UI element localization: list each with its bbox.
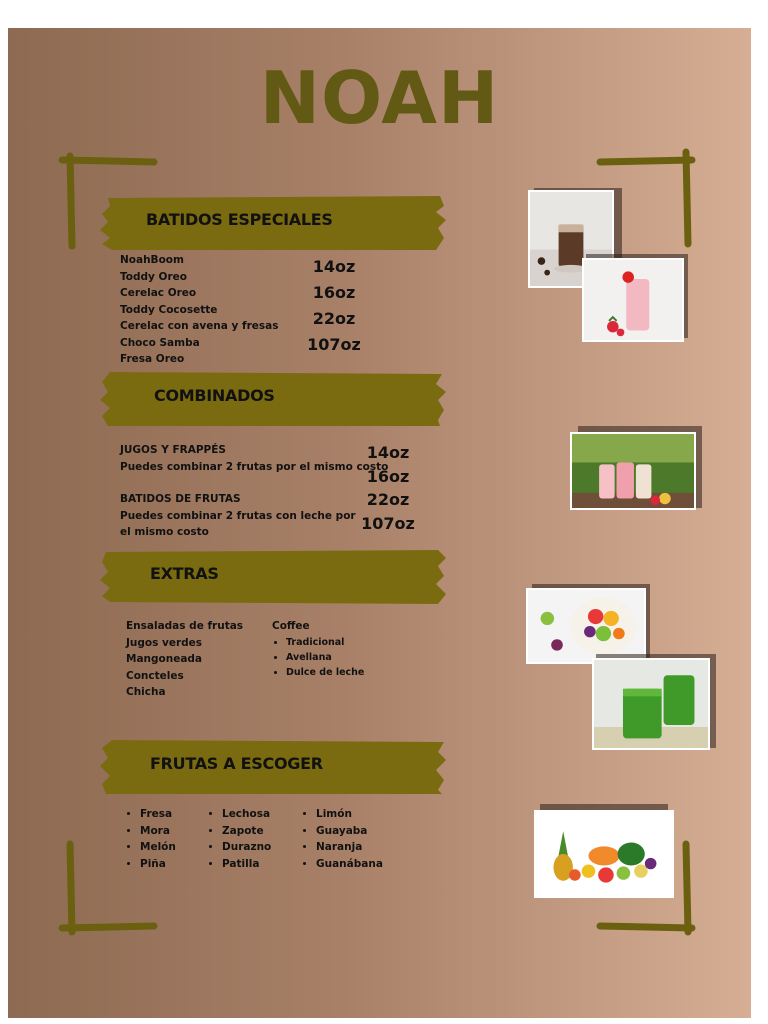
size-label: 107oz <box>361 513 415 533</box>
menu-item: Concteles <box>126 669 184 682</box>
batidos-sizes <box>304 254 364 358</box>
section-title: BATIDOS ESPECIALES <box>146 210 333 229</box>
brand-title: NOAH <box>259 56 500 140</box>
frutas-col-2 <box>208 806 271 872</box>
banner-extras <box>100 548 446 606</box>
size-label: 16oz <box>366 466 410 486</box>
coffee-item: • Dulce de leche <box>286 665 364 680</box>
combinados-text <box>120 442 388 541</box>
section-title: COMBINADOS <box>154 386 275 405</box>
jugos-desc: Puedes combinar 2 frutas por el mismo costo <box>120 460 389 473</box>
fruit-item: • Lechosa <box>222 806 271 823</box>
size-label: 14oz <box>312 257 356 276</box>
menu-item: Chicha <box>126 686 166 698</box>
frutas-col-1 <box>126 806 176 872</box>
menu-item: Ensaladas de frutas <box>126 620 244 632</box>
menu-item: Jugos verdes <box>126 636 203 649</box>
photo-smoothies <box>570 426 702 512</box>
photo-fruits <box>534 804 668 900</box>
size-label: 14oz <box>366 443 410 462</box>
fruit-item: • Piña <box>140 856 176 873</box>
photo-strawberry-shake <box>582 254 688 342</box>
fruit-item: • Guanábana <box>316 856 383 873</box>
coffee-heading: Coffee <box>272 620 310 632</box>
coffee-item: • Tradicional <box>286 635 364 650</box>
frutas-col-3 <box>302 806 383 872</box>
banner-combinados <box>100 370 446 428</box>
size-label: 22oz <box>366 490 410 509</box>
coffee-block <box>272 618 364 680</box>
menu-item: Toddy Cocosette <box>120 303 218 316</box>
section-title: EXTRAS <box>150 564 219 583</box>
photo-green-juice <box>592 654 716 752</box>
menu-item: Choco Samba <box>120 336 200 349</box>
menu-item: Cerelac con avena y fresas <box>120 320 279 332</box>
fruit-item: • Zapote <box>222 823 271 840</box>
fruit-item: • Mora <box>140 823 176 840</box>
fruit-item: • Limón <box>316 806 383 823</box>
fruit-item: • Naranja <box>316 839 383 856</box>
jugos-heading: JUGOS Y FRAPPÉS <box>120 444 226 456</box>
batidos-frutas-heading: BATIDOS DE FRUTAS <box>120 493 241 505</box>
menu-item: Toddy Oreo <box>120 270 187 283</box>
menu-page <box>8 28 751 1018</box>
fruit-item: • Patilla <box>222 856 271 873</box>
fruit-item: • Melón <box>140 839 176 856</box>
menu-item: Fresa Oreo <box>120 353 185 365</box>
banner-batidos <box>100 194 446 252</box>
fruit-item: • Durazno <box>222 839 271 856</box>
batidos-frutas-desc: Puedes combinar 2 frutas con leche por <box>120 509 356 522</box>
batidos-list <box>120 252 278 368</box>
menu-item: Cerelac Oreo <box>120 287 197 299</box>
size-label: 107oz <box>307 335 361 354</box>
extras-list <box>126 618 243 701</box>
batidos-frutas-desc: el mismo costo <box>120 526 209 538</box>
menu-item: NoahBoom <box>120 254 184 266</box>
section-title: FRUTAS A ESCOGER <box>150 754 323 773</box>
fruit-item: • Guayaba <box>316 823 383 840</box>
coffee-item: • Avellana <box>286 650 364 665</box>
fruit-item: • Fresa <box>140 806 176 823</box>
size-label: 22oz <box>312 309 356 328</box>
combinados-sizes <box>358 441 418 535</box>
banner-frutas <box>100 738 446 796</box>
menu-item: Mangoneada <box>126 653 203 665</box>
size-label: 16oz <box>312 283 356 302</box>
